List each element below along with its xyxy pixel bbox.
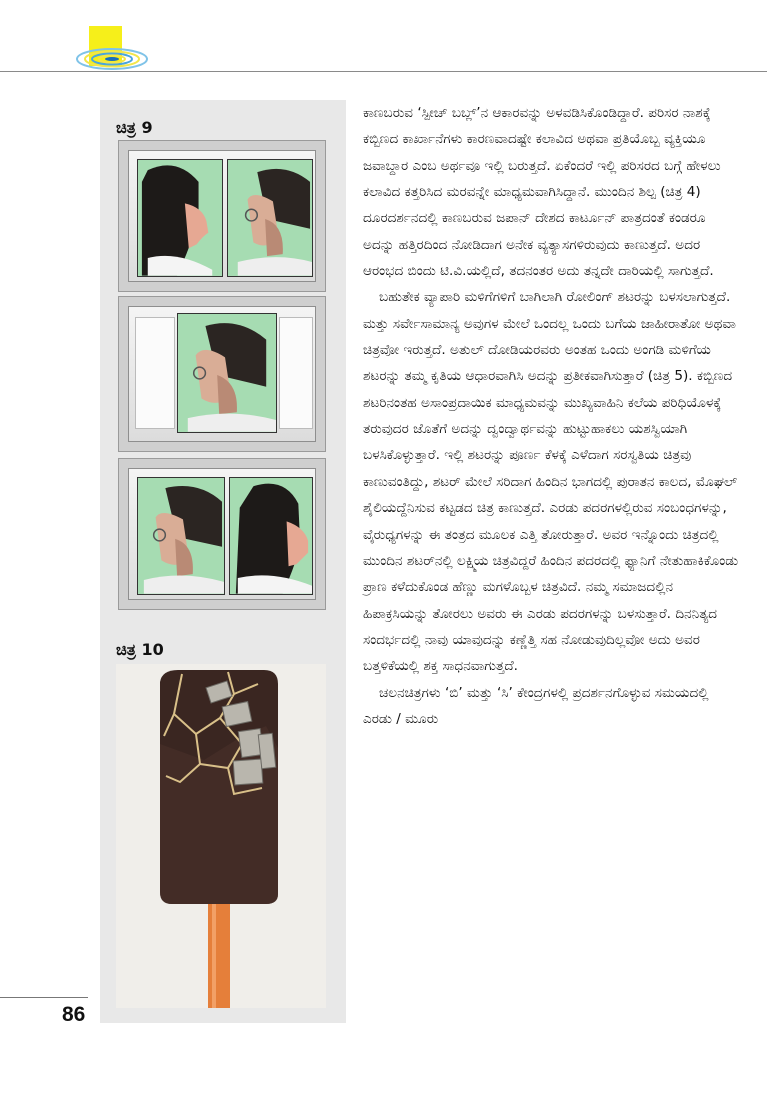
man-on-phone-screen xyxy=(227,159,313,277)
blank-screen-left xyxy=(135,317,175,429)
paragraph-3: ಚಲನಚಿತ್ರಗಳು ‘ಬಿ’ ಮತ್ತು ‘ಸಿ’ ಕೇಂದ್ರಗಳಲ್ಲಿ ಪ್ರದರ್ಶನಗೊಳ್ಳುವ ಸಮಯದಲ್ಲಿ ಎರಡು / ಮೂರು xyxy=(363,684,709,727)
figure-9-panel-1 xyxy=(118,140,326,292)
figure-9-panel-3 xyxy=(118,458,326,610)
blank-screen-right xyxy=(279,317,313,429)
footer-rule xyxy=(0,997,88,998)
man-on-phone-screen xyxy=(177,313,277,433)
figure-9-caption: ಚಿತ್ರ 9 xyxy=(116,118,153,137)
figure-9-panel-2 xyxy=(118,296,326,452)
woman-profile-screen xyxy=(137,159,223,277)
figure-10-popsicle-sculpture xyxy=(116,664,326,1008)
header-rule xyxy=(0,71,767,72)
page-number: 86 xyxy=(62,1003,86,1026)
paragraph-2: ಬಹುತೇಕ ವ್ಯಾಪಾರಿ ಮಳಿಗೆಗಳಿಗೆ ಬಾಗಿಲಾಗಿ ರೋಲಿಂಗ್ ಶಟರನ್ನು ಬಳಸಲಾಗುತ್ತದೆ. ಮತ್ತು ಸರ್ವೇಸಾಮಾನ್ಯ ಅವುಗಳ ಮೇಲೆ ಒಂದಲ್ಲ ಒಂದು ಬಗೆಯ ಜಾಹೀರಾತೋ ಅಥವಾ ಚಿತ್ರವೋ ಇರುತ್ತದೆ. ಅತುಲ್ ದೋಡಿಯರವರು ಅಂತಹ ಒಂದು ಅಂಗಡಿ ಮಳಿಗೆಯ ಶಟರನ್ನು ತಮ್ಮ ಕೃತಿಯ ಆಧಾರವಾಗಿಸಿ ಅದನ್ನು ಪ್ರತೀಕವಾಗಿಸುತ್ತಾರೆ (ಚಿತ್ರ 5). ಕಬ್ಬಿಣದ ಶಟರಿನಂತಹ ಅಸಾಂಪ್ರದಾಯಿಕ ಮಾಧ್ಯಮವನ್ನು ಮುಖ್ಯವಾಹಿನಿ ಕಲೆಯ ಪರಿಧಿಯೊಳಕ್ಕೆ ತರುವುದರ ಜೊತೆಗೆ ಅದನ್ನು ದ್ವಂದ್ವಾರ್ಥವನ್ನು ಹುಟ್ಟುಹಾಕಲು ಯಶಸ್ವಿಯಾಗಿ ಬಳಸಿಕೊಳ್ಳುತ್ತಾರೆ. ಇಲ್ಲಿ ಶಟರನ್ನು ಪೂರ್ಣ ಕೆಳಕ್ಕೆ ಎಳೆದಾಗ ಸರಸ್ವತಿಯ ಚಿತ್ರವು ಕಾಣುವಂತಿದ್ದು, ಶಟರ್ ಮೇಲೆ ಸರಿದಾಗ ಹಿಂದಿನ ಭಾಗದಲ್ಲಿ ಪುರಾತನ ಕಾಲದ, ಮೊಘಲ್ ಶೈಲಿಯದ್ದೆನಿಸುವ ಕಟ್ಟಡದ ಚಿತ್ರ ಕಾಣುತ್ತದೆ. ಎರಡು ಪದರಗಳಲ್ಲಿರುವ ಸಂಬಂಧಗಳನ್ನು, ವೈರುಧ್ಯಗಳನ್ನು ಈ ತಂತ್ರದ ಮೂಲಕ ಎತ್ತಿ ತೋರುತ್ತಾರೆ. ಅವರ ಇನ್ನೊಂದು ಚಿತ್ರದಲ್ಲಿ ಮುಂದಿನ ಶಟರ್‌ನಲ್ಲಿ ಲಕ್ಷ್ಮಿಯ ಚಿತ್ರವಿದ್ದರೆ ಹಿಂದಿನ ಪದರದಲ್ಲಿ ಫ್ಯಾನಿಗೆ ನೇತುಹಾಕಿಕೊಂಡು ಪ್ರಾಣ ಕಳೆದುಕೊಂಡ ಹೆಣ್ಣು ಮಗಳೊಬ್ಬಳ ಚಿತ್ರವಿದೆ. ನಮ್ಮ ಸಮಾಜದಲ್ಲಿನ ಹಿಪಾಕ್ರಸಿಯನ್ನು ತೋರಲು ಅವರು ಈ ಎರಡು ಪದರಗಳನ್ನು ಬಳಸುತ್ತಾರೆ. ದಿನನಿತ್ಯದ ಸಂದರ್ಭದಲ್ಲಿ ನಾವು ಯಾವುದನ್ನು ಕಣ್ಣೆತ್ತಿ ಸಹ ನೋಡುವುದಿಲ್ಲವೋ ಅದು ಅವರ ಬತ್ತಳಿಕೆಯಲ್ಲಿ ಶಕ್ತ ಸಾಧನವಾಗುತ್ತದೆ. xyxy=(363,289,739,675)
man-on-phone-screen xyxy=(137,477,225,595)
paragraph-1: ಕಾಣಬರುವ ‘ಸ್ಪೀಚ್ ಬಬ್ಲ್’ನ ಆಕಾರವನ್ನು ಅಳವಡಿಸಿಕೊಂಡಿದ್ದಾರೆ. ಪರಿಸರ ನಾಶಕ್ಕೆ ಕಬ್ಬಿಣದ ಕಾರ್ಖಾನೆಗಳು ಕಾರಣವಾದಷ್ಟೇ ಕಲಾವಿದ ಅಥವಾ ಪ್ರತಿಯೊಬ್ಬ ವ್ಯಕ್ತಿಯೂ ಜವಾಬ್ದಾರ ಎಂಬ ಅರ್ಥವೂ ಇಲ್ಲಿ ಬರುತ್ತದೆ. ಏಕೆಂದರೆ ಇಲ್ಲಿ ಪರಿಸರದ ಬಗ್ಗೆ ಹೇಳಲು ಕಲಾವಿದ ಕತ್ತರಿಸಿದ ಮರವನ್ನೇ ಮಾಧ್ಯಮವಾಗಿಸಿದ್ದಾನೆ. ಮುಂದಿನ ಶಿಲ್ಪ (ಚಿತ್ರ 4) ದೂರದರ್ಶನದಲ್ಲಿ ಕಾಣಬರುವ ಜಪಾನ್ ದೇಶದ ಕಾರ್ಟೂನ್ ಪಾತ್ರದಂತೆ ಕಂಡರೂ ಅದನ್ನು ಹತ್ತಿರದಿಂದ ನೋಡಿದಾಗ ಅನೇಕ ವ್ಯತ್ಯಾಸಗಳಿರುವುದು ಕಾಣುತ್ತದೆ. ಅದರ ಆರಂಭದ ಬಿಂದು ಟಿ.ವಿ.ಯಲ್ಲಿದೆ, ತದನಂತರ ಅದು ತನ್ನದೇ ದಾರಿಯಲ್ಲಿ ಸಾಗುತ್ತದೆ. xyxy=(363,105,721,280)
concentric-rings-logo-icon xyxy=(76,48,148,70)
article-body xyxy=(363,100,741,732)
figure-10-caption: ಚಿತ್ರ 10 xyxy=(116,640,164,659)
woman-profile-screen xyxy=(229,477,313,595)
